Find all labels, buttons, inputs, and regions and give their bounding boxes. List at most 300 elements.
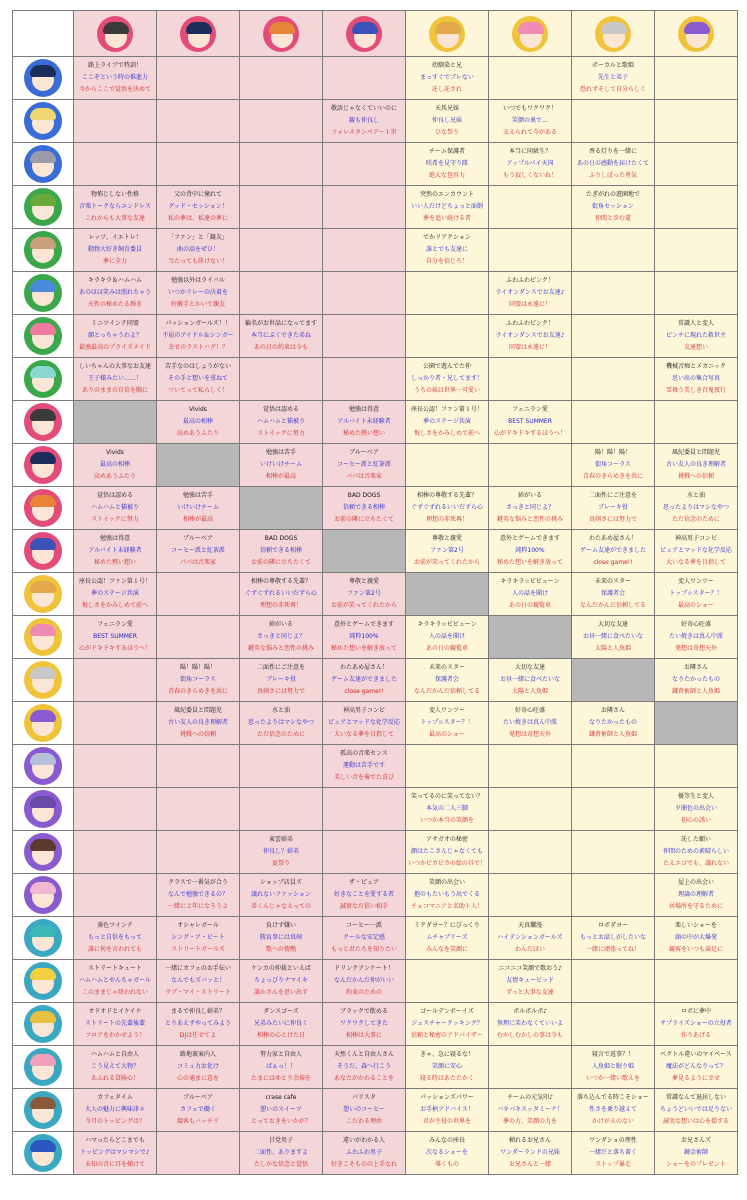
relation-line: あのほほ笑みは照れちゃう (78, 289, 151, 296)
avatar-hair (30, 366, 56, 378)
relation-line: ゲーム友達ができました (330, 676, 397, 683)
relation-story: 同盟は永遠に！ (508, 344, 551, 351)
relation-line: なんでもズバッと！ (170, 977, 225, 984)
relation-story: 寝る時はあたたかく (419, 1075, 474, 1082)
relation-line: ここぞという時の推進力 (81, 74, 148, 81)
relation-title: 公園で遊んでた仲 (422, 363, 471, 370)
relation-title: 頼れるお兄さん (508, 1137, 551, 1144)
relation-cell (323, 616, 406, 659)
relation-text (655, 788, 737, 830)
row-character-cell (13, 788, 74, 831)
relation-cell (572, 1046, 655, 1089)
relation-text (157, 1089, 239, 1131)
relation-title: 相棒の尊敬する先輩？ (250, 578, 311, 585)
avatar-hair (30, 65, 56, 77)
relation-title: ショップ店員ズ (260, 879, 302, 886)
relation-text (323, 444, 405, 486)
relation-title: 本当に同級生？ (508, 148, 551, 155)
relation-text (655, 573, 737, 615)
relation-text (157, 659, 239, 701)
relation-title: 覚悟は認める (262, 406, 299, 413)
pink-white-hair-girl-avatar-icon (24, 876, 62, 914)
relation-text (406, 960, 488, 1002)
blue-hair-boy-avatar-icon (24, 532, 62, 570)
relation-cell (406, 1132, 489, 1175)
relation-cell (655, 960, 738, 1003)
relation-cell (489, 143, 572, 186)
relation-text (74, 616, 156, 658)
relation-line: コミュ力お化け (177, 1063, 219, 1070)
header-cell (572, 11, 655, 57)
relation-text (489, 358, 571, 400)
relation-title: 屋上の出会い (677, 879, 714, 886)
avatar-hair (30, 667, 56, 679)
relation-text (323, 917, 405, 959)
relation-text (323, 358, 405, 400)
avatar-hair (30, 1140, 56, 1152)
row-character-cell (13, 100, 74, 143)
relation-story: 理想の赤死再！ (259, 602, 302, 609)
relation-title: 相棒の尊敬する先輩？ (416, 492, 477, 499)
row-character-cell (13, 229, 74, 272)
relation-cell (406, 1046, 489, 1089)
relation-text (157, 702, 239, 744)
relation-text (240, 874, 322, 916)
relation-title: 笑ってるのに笑ってない？ (410, 793, 483, 800)
purple-hair-boy-avatar-icon (24, 704, 62, 742)
relation-cell (240, 917, 323, 960)
self-cell (240, 487, 323, 530)
relation-line: ファン第2号 (347, 590, 381, 597)
relation-cell (74, 702, 157, 745)
relation-text (406, 401, 488, 443)
relation-text (74, 530, 156, 572)
relation-story: 今からここで覚悟を決めて (78, 86, 151, 93)
relation-line: ピンチに現れた救世主 (665, 332, 726, 339)
relation-title: オシャレガール (177, 922, 219, 929)
yellow-hair-boy-avatar-icon (24, 1005, 62, 1043)
relation-text (655, 1046, 737, 1088)
relation-title: 好奇心旺盛 (514, 707, 545, 714)
relation-text (572, 616, 654, 658)
yellow-hair-girl-avatar-icon (24, 962, 62, 1000)
relation-line: 一緒だと落ち着く (588, 1149, 637, 1156)
relation-story: 発想は奇想天外 (508, 731, 551, 738)
relation-text (157, 358, 239, 400)
relation-story: 誠実な想いは心を揺する (662, 1118, 729, 1125)
relation-story: 君が主役の世界を (422, 1118, 471, 1125)
relation-text (323, 186, 405, 228)
row-character-cell (13, 186, 74, 229)
row-character-cell (13, 143, 74, 186)
relation-text (157, 487, 239, 529)
relation-title: 勉強は苦手 (182, 492, 213, 499)
avatar-hair (30, 151, 56, 163)
orange-hair-boy-avatar-icon (263, 16, 299, 52)
relation-line: さっきと同じよ？ (256, 633, 305, 640)
relation-story: 初心の誘い (680, 817, 711, 824)
relation-cell (240, 229, 323, 272)
character-row (13, 960, 738, 1003)
relation-cell (157, 788, 240, 831)
aqua-hair-girl-avatar-icon (24, 360, 62, 398)
self-cell (572, 659, 655, 702)
relation-text (240, 1046, 322, 1088)
blue-hair-boy-avatar-icon (346, 16, 382, 52)
relation-line: ゲーム友達ができました (579, 547, 646, 554)
relation-text (74, 143, 156, 185)
relation-text (240, 1089, 322, 1131)
relation-line: 純粋100% (515, 547, 545, 554)
relation-title: お兄さんズ (680, 1137, 711, 1144)
relation-line: お昼一緒に食べたいな (499, 676, 560, 683)
relation-text (406, 186, 488, 228)
relation-text (240, 616, 322, 658)
relation-cell (655, 186, 738, 229)
relation-text (572, 186, 654, 228)
relation-text (157, 745, 239, 787)
relation-story: 鎌倉術師と人魚姫 (671, 688, 720, 695)
relation-cell (74, 573, 157, 616)
relation-text (406, 1003, 488, 1045)
relation-text (406, 745, 488, 787)
relation-story: 導くもの (434, 1161, 459, 1168)
relation-line: もっと自信をもって (87, 934, 142, 941)
relation-text (240, 917, 322, 959)
relation-story: 誰かさんを思い出す (253, 989, 308, 996)
character-row (13, 401, 738, 444)
relation-cell (655, 616, 738, 659)
relation-cell (406, 143, 489, 186)
blonde-girl-avatar-icon (24, 102, 62, 140)
relation-story: 鎌倉術師と人魚姫 (588, 731, 637, 738)
relation-line: 勝負事には真剣 (259, 934, 302, 941)
relation-text (74, 1003, 156, 1045)
relation-cell (157, 530, 240, 573)
relation-text (323, 573, 405, 615)
relation-line: シング・ア・ビート (171, 934, 225, 941)
relation-text (323, 702, 405, 744)
relation-cell (489, 186, 572, 229)
two-tone-hair-boy-avatar-icon (429, 16, 465, 52)
relation-cell (655, 143, 738, 186)
relation-line: 夢のステージ共演 (423, 418, 471, 425)
relation-line: 観も仲良し (348, 117, 379, 124)
relation-cell (323, 315, 406, 358)
relation-cell (572, 702, 655, 745)
relation-line: ムチャブリーズ (426, 934, 468, 941)
relation-cell (572, 831, 655, 874)
relation-cell (157, 100, 240, 143)
relation-text (240, 788, 322, 830)
relation-text (406, 487, 488, 529)
relation-title: ストリートキュート (87, 965, 142, 972)
relation-text (572, 960, 654, 1002)
relation-story: あの日の観覧車 (508, 602, 551, 609)
relation-line: 誰とでも友達に (425, 246, 468, 253)
avatar-hair (30, 796, 56, 808)
relation-text (240, 272, 322, 314)
relation-story: もっと君たちを知りたい (330, 946, 397, 953)
relation-text (74, 831, 156, 873)
relation-cell (157, 1132, 240, 1175)
relation-story: 青春のきらめきを共に (167, 688, 228, 695)
relation-story: みんなを笑顔に (425, 946, 468, 953)
avatar-hair (30, 323, 56, 335)
relation-cell (655, 1003, 738, 1046)
row-character-cell (13, 358, 74, 401)
character-row (13, 487, 738, 530)
header-cell (157, 11, 240, 57)
relation-line: ちょっぴりナマイキ (254, 977, 308, 984)
relation-line: ふわふわ男子 (345, 1149, 382, 1156)
relation-story: 私の夢は、私達の夢に (167, 215, 228, 222)
violet-hair-boy-avatar-icon (24, 790, 62, 828)
relation-text (572, 272, 654, 314)
relation-text (406, 229, 488, 271)
relation-line: 古い友人の良き理解者 (665, 461, 726, 468)
header-cell (240, 11, 323, 57)
relation-cell (240, 616, 323, 659)
relation-text (406, 702, 488, 744)
row-character-cell (13, 831, 74, 874)
relation-line: ストリートの先輩後輩 (84, 1020, 145, 1027)
relation-title: 優等生と変人 (677, 793, 714, 800)
navy-hair-girl-avatar-icon (24, 59, 62, 97)
relation-text (157, 401, 239, 443)
character-row (13, 315, 738, 358)
relation-line: ジェスチャークッキング？ (411, 1020, 483, 1027)
relation-cell (157, 874, 240, 917)
relation-text (157, 186, 239, 228)
relation-text (406, 874, 488, 916)
relation-cell (489, 272, 572, 315)
relation-text (157, 272, 239, 314)
relation-line: 抱のもたいもう出でくる (413, 891, 480, 898)
relation-text (572, 487, 654, 529)
relation-cell (157, 1003, 240, 1046)
relation-text (157, 917, 239, 959)
relation-cell (323, 186, 406, 229)
relation-story: 心がドキドキするほうへ！ (493, 430, 566, 437)
relation-story: 夢に全力 (102, 258, 127, 265)
relation-story: フォレスタンペアー１世 (331, 129, 397, 136)
row-character-cell (13, 315, 74, 358)
row-character-cell (13, 874, 74, 917)
relation-cell (406, 401, 489, 444)
relation-text (489, 788, 571, 830)
pink-hair-girl-avatar-icon (24, 618, 62, 656)
relation-line: その手と想いを重ねて (168, 375, 228, 382)
relation-story: 挑戦への信頼 (179, 731, 216, 738)
relation-story: 居場所を守るために (668, 903, 723, 910)
relation-line: 街角セッション (592, 203, 634, 210)
relation-text (240, 960, 322, 1002)
relation-cell (406, 917, 489, 960)
relation-cell (240, 831, 323, 874)
relation-cell (489, 788, 572, 831)
relation-line: ワンダーランドの兄妹 (500, 1149, 560, 1156)
relation-line: しっかり者・兄してます！ (410, 375, 483, 382)
dark-hair-girl-avatar-icon (180, 16, 216, 52)
relation-cell (406, 616, 489, 659)
relation-text (323, 487, 405, 529)
relation-cell (406, 831, 489, 874)
relation-cell (74, 1089, 157, 1132)
relation-text (74, 702, 156, 744)
relation-line: BEST SUMMER (508, 418, 552, 425)
avatar-hair (30, 495, 56, 507)
relation-title: ブルーベア (183, 1094, 213, 1101)
relation-story: 誰に何を言われても (87, 946, 142, 953)
relation-title: わたあめ屋さん！ (339, 664, 388, 671)
relation-text (489, 272, 571, 314)
relation-text (157, 1046, 239, 1088)
relation-cell (157, 272, 240, 315)
relation-story: 悔しさをかみしめて前へ (413, 430, 480, 437)
relation-title: レッツ、イエトレ！ (88, 234, 142, 241)
relation-story: 夢見るように幸せ (671, 1075, 720, 1082)
character-row (13, 1089, 738, 1132)
relation-text (157, 960, 239, 1002)
relation-line: 不屈のアイドル＆シンガー (162, 332, 234, 339)
relation-cell (74, 358, 157, 401)
relation-title: アサガオの秘密 (426, 836, 468, 843)
relation-cell (323, 659, 406, 702)
relation-cell (240, 143, 323, 186)
character-row (13, 702, 738, 745)
relation-text (406, 272, 488, 314)
character-row (13, 573, 738, 616)
avatar-hair (684, 22, 710, 34)
row-character-cell (13, 444, 74, 487)
relation-line: 信頼できる相棒 (259, 547, 302, 554)
relation-story: ストップ暴走 (595, 1161, 631, 1168)
relation-line: トップ☆スター？！ (669, 590, 723, 597)
avatar-hair (30, 452, 56, 464)
relationship-grid (12, 10, 738, 1175)
relation-story: 支えられて今がある (502, 129, 557, 136)
relation-line: ピュアとマッドな化学反応 (660, 547, 732, 554)
relation-text (572, 401, 654, 443)
relation-text (240, 143, 322, 185)
relation-text (240, 57, 322, 99)
relation-title: バリスタ (352, 1094, 376, 1101)
relation-line: 本気の二人三脚 (425, 805, 468, 812)
relation-text (572, 444, 654, 486)
relation-line: 人の話を聞け (428, 633, 465, 640)
character-row (13, 788, 738, 831)
relation-text (157, 315, 239, 357)
relation-cell (406, 960, 489, 1003)
relation-text (655, 358, 737, 400)
relation-title: 勉強以外はライバル (171, 277, 225, 284)
avatar-hair (30, 237, 56, 249)
relation-story: 鍵英な悩みと恋性の挑み (247, 645, 314, 652)
relation-title: 意外とゲームできます (333, 621, 394, 628)
character-row (13, 917, 738, 960)
relation-line: 顔とっちゃうわよ？ (88, 332, 142, 339)
avatar-hair (30, 839, 56, 851)
relation-story: 太陽と人魚姫 (594, 645, 631, 652)
row-character-cell (13, 745, 74, 788)
relation-line: 音楽トークならエンドレス (79, 203, 151, 210)
relation-title: パッションズパワー (420, 1094, 474, 1101)
row-character-cell (13, 960, 74, 1003)
relation-text (406, 358, 488, 400)
relation-line: ブレーキ役 (266, 676, 296, 683)
relation-text (323, 401, 405, 443)
relation-text (74, 100, 156, 142)
relation-title: 甘党男子 (268, 1137, 293, 1144)
relation-title: フェニラン愛 (97, 621, 133, 628)
relation-cell (572, 143, 655, 186)
dark-hair-girl-avatar-icon (24, 446, 62, 484)
relation-cell (323, 745, 406, 788)
relation-cell (323, 1046, 406, 1089)
relation-story: 発想は奇想天外 (674, 645, 717, 652)
relation-text (74, 1132, 156, 1174)
relation-cell (572, 573, 655, 616)
relation-title: 孤高の音楽センス (340, 750, 388, 757)
relation-line: ぐずぐずれるいいだずら心 (244, 590, 317, 597)
relation-cell (240, 573, 323, 616)
relation-text (489, 573, 571, 615)
relation-line: 街角コーラス (180, 676, 216, 683)
relation-title: お隣さん (600, 707, 625, 714)
relation-cell (489, 401, 572, 444)
relation-text (406, 917, 488, 959)
relation-cell (323, 788, 406, 831)
character-row (13, 100, 738, 143)
relation-line: 次なるショーを (426, 1149, 468, 1156)
relation-title: みんなの座長 (428, 1137, 465, 1144)
relation-line: サプライズショーの立役者 (660, 1020, 732, 1027)
relation-line: お手柄アドバイス！ (420, 1106, 474, 1113)
relation-text (157, 788, 239, 830)
relation-line: 古い友人の良き理解者 (167, 719, 228, 726)
relation-title: 陽！陽！陽！ (179, 664, 216, 671)
relation-text (572, 143, 654, 185)
relation-cell (655, 358, 738, 401)
relation-text (157, 874, 239, 916)
relation-story: 高めあうふたり (176, 430, 219, 437)
relation-story: あの日の約束は今も (253, 344, 308, 351)
relation-cell (74, 1003, 157, 1046)
header-cell (74, 11, 157, 57)
relation-text (323, 874, 405, 916)
relation-text (323, 229, 405, 271)
avatar-hair (103, 22, 129, 34)
avatar-hair (30, 194, 56, 206)
relation-cell (406, 315, 489, 358)
relation-title: 輪名がお世話になってます (244, 320, 317, 327)
relation-cell (406, 702, 489, 745)
relation-story: フロアをわかせよう！ (84, 1032, 145, 1039)
relation-cell (157, 315, 240, 358)
relation-cell (406, 1089, 489, 1132)
avatar-hair (352, 22, 378, 34)
relation-cell (157, 745, 240, 788)
relation-line: 夕闇色の出会い (674, 805, 717, 812)
avatar-hair (30, 581, 56, 593)
relation-text (572, 788, 654, 830)
row-character-cell (13, 272, 74, 315)
relation-text (489, 960, 571, 1002)
relation-text (74, 745, 156, 787)
relation-cell (74, 788, 157, 831)
relation-cell (323, 573, 406, 616)
